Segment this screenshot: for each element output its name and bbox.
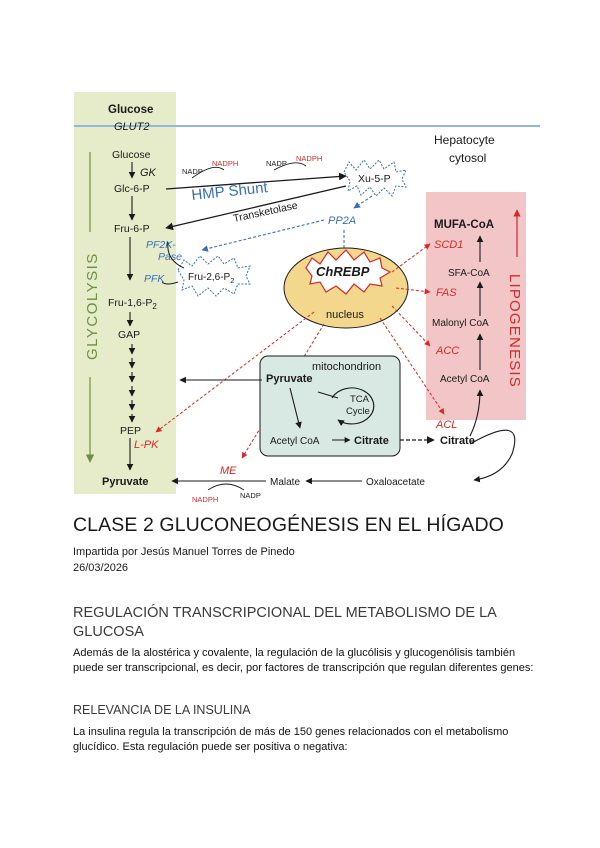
citrate-mito: Citrate [354,435,389,447]
section-paragraph: Además de la alostérica y covalente, la regulación de la glucólisis y glucogenólisis también puede ser transcripcional, es decir, por factores de transcripción que regulan diferentes genes: [73,647,534,674]
pf2k-label: PF2K- [146,239,176,251]
metabolism-diagram [74,92,540,504]
fru16p2-label: Fru-$1,6-P_2$ [108,297,157,311]
malonyl-coa: Malonyl CoA [432,318,489,329]
pep-label: PEP [120,425,142,437]
mufa-coa: MUFA-CoA [434,219,495,231]
section-heading: REGULACIÓN TRANSCRIPCIONAL DEL METABOLISMO DE LA GLUCOSA [73,605,497,640]
pase-label: Pase [158,251,182,263]
document-title: CLASE 2 GLUCONEOGÉNESIS EN EL HÍGADO [73,514,504,536]
acetylcoa-cyto: Acetyl CoA [440,374,490,385]
nucleus-label: nucleus [326,309,364,321]
oxaloacetate: Oxaloacetate [366,477,425,488]
nadp-3: NADP [240,491,261,500]
fru26p2-label: Fru-$2,6-P_2$ [188,272,235,285]
nadph-1: NADPH [212,159,239,168]
acl-enzyme: ACL [436,419,458,431]
cycle-label: Cycle [346,406,370,417]
pyruvate-main: Pyruvate [102,476,149,488]
sub-paragraph: La insulina regula la transcripción de más de 150 genes relacionados con el metabolismo glucídico. Esta regulación puede ser positiva o negativa: [73,726,509,753]
transketolase-label: Transketolase [232,199,299,225]
hepatocyte-label: Hepatocyte [434,133,495,147]
gk-enzyme: GK [140,167,156,179]
date-line: 26/03/2026 [73,562,129,574]
subheading: RELEVANCIA DE LA INSULINA [73,703,251,717]
lipogenesis-vertical-label: LIPOGENESIS [506,273,523,388]
glc6p-label: Glc-6-P [114,183,150,195]
cytosol-label: cytosol [449,151,487,165]
pyruvate-mito: Pyruvate [266,373,313,385]
xu5p-label: Xu-5-P [358,173,391,185]
acc-enzyme: ACC [436,345,460,357]
citrate-cyto: Citrate [440,435,475,447]
malate: Malate [270,477,301,488]
me-enzyme: ME [220,465,237,477]
nadph-3: NADPH [192,495,219,504]
mitochondrion-label: mitochondrion [312,361,382,373]
glucose-label: Glucose [108,104,154,116]
nadp-2: NADP [266,159,287,168]
acetylcoa-mito: Acetyl CoA [270,436,320,447]
chrebp-label: ChREBP [316,264,370,279]
fru6p-label: Fru-6-P [114,223,150,235]
glycolysis-vertical-label: GLYCOLYSIS [84,252,101,360]
glucose-cytosol: Glucose [112,149,151,161]
author-line: Impartida por Jesús Manuel Torres de Pinedo [73,546,295,558]
glut2-label: GLUT2 [114,121,150,133]
fas-enzyme: FAS [436,287,457,299]
pp2a-label: PP2A [328,215,357,227]
sfa-coa: SFA-CoA [448,268,490,279]
scd1-enzyme: SCD1 [434,239,464,251]
pfk-label: PFK [144,273,165,285]
hmp-shunt-label: HMP Shunt [190,179,269,204]
nadph-2: NADPH [296,154,323,163]
gap-label: GAP [118,329,141,341]
nadp-1: NADP [182,167,203,176]
lpk-enzyme: L-PK [134,439,159,451]
tca-label: TCA [350,394,369,405]
